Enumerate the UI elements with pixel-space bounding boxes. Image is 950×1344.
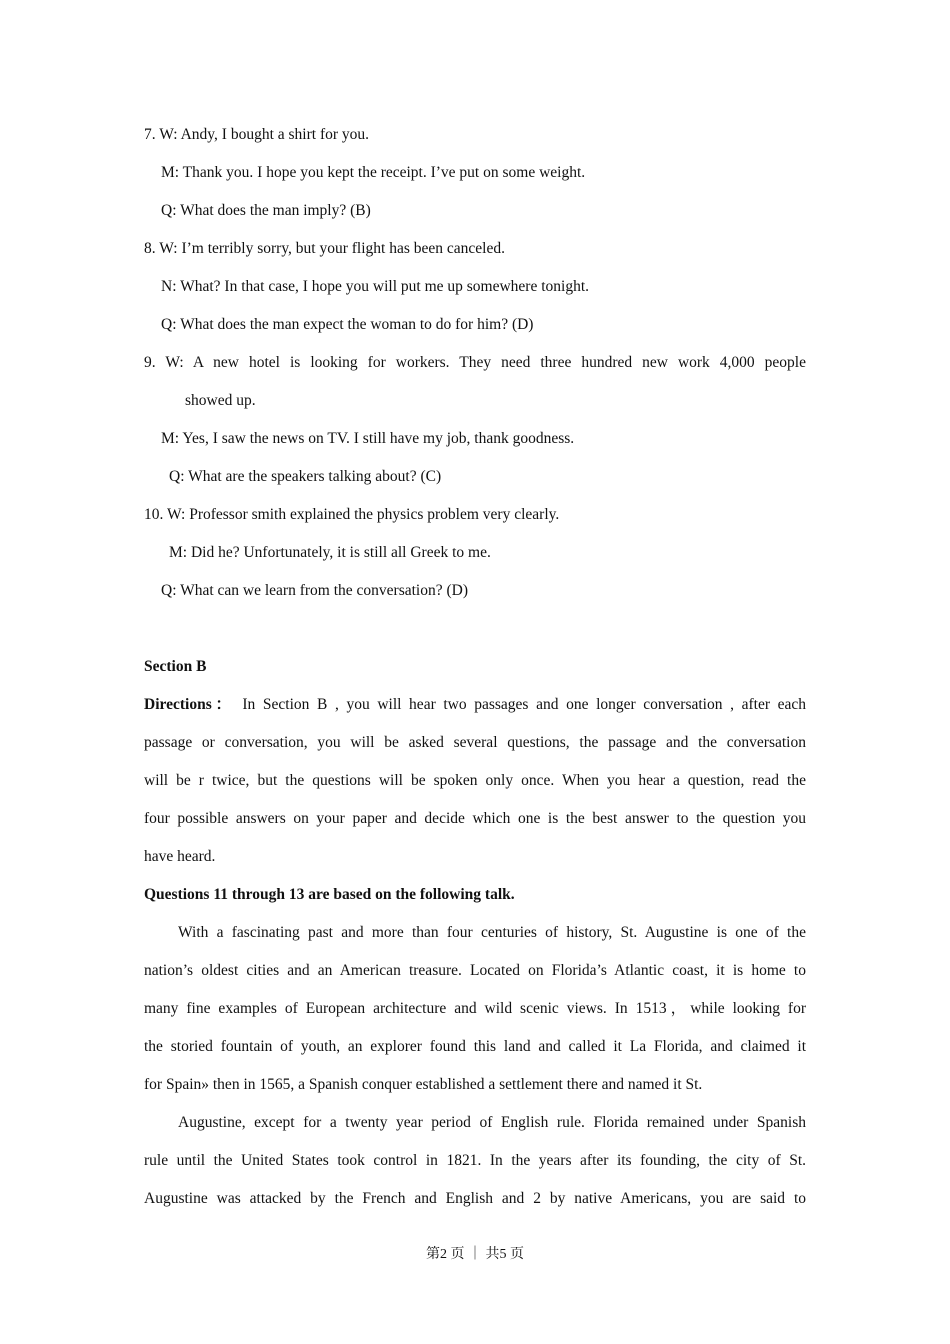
questions-heading: Questions 11 through 13 are based on the following talk.	[144, 886, 515, 903]
dialogue-10-question: Q: What can we learn from the conversation? (D)	[161, 582, 469, 599]
dialogue-9-woman-line1: 9. W: A new hotel is looking for workers. They need three hundred new work 4,000 people	[144, 354, 806, 371]
paragraph-1-line-2: nation’s oldest cities and an American treasure. Located on Florida’s Atlantic coast, it is home to	[144, 962, 806, 979]
directions-text-1: In Section B , you will hear two passages and one longer conversation , after each	[234, 696, 807, 713]
directions-label: Directions：	[144, 696, 235, 713]
dialogue-7-man: M: Thank you. I hope you kept the receipt. I’ve put on some weight.	[161, 164, 586, 181]
dialogue-8-man: N: What? In that case, I hope you will put me up somewhere tonight.	[161, 278, 590, 295]
page-footer: 第2 页 ｜ 共5 页	[426, 1247, 524, 1262]
directions-line-1	[144, 695, 806, 715]
directions-line-2: passage or conversation, you will be asked several questions, the passage and the conversation	[144, 734, 806, 751]
dialogue-9-question: Q: What are the speakers talking about? (C)	[169, 468, 442, 485]
dialogue-10-man: M: Did he? Unfortunately, it is still all Greek to me.	[169, 544, 491, 561]
dialogue-7-question: Q: What does the man imply? (B)	[161, 202, 371, 219]
paragraph-1-line-5: for Spain» then in 1565, a Spanish conquer established a settlement there and named it St.	[144, 1076, 703, 1093]
paragraph-2-line-1: Augustine, except for a twenty year period of English rule. Florida remained under Spanish	[178, 1114, 806, 1131]
dialogue-10-woman: 10. W: Professor smith explained the physics problem very clearly.	[144, 506, 560, 523]
paragraph-2-line-3: Augustine was attacked by the French and English and 2 by native Americans, you are said to	[144, 1190, 806, 1207]
paragraph-2-line-2: rule until the United States took control in 1821. In the years after its founding, the city of St.	[144, 1152, 806, 1169]
dialogue-8-question: Q: What does the man expect the woman to do for him? (D)	[161, 316, 534, 333]
section-b-heading: Section B	[144, 658, 207, 675]
directions-line-5: have heard.	[144, 848, 216, 865]
directions-line-4: four possible answers on your paper and decide which one is the best answer to the question you	[144, 810, 806, 827]
paragraph-1-line-3: many fine examples of European architecture and wild scenic views. In 1513，while looking for	[144, 1000, 806, 1017]
paragraph-1-line-4: the storied fountain of youth, an explorer found this land and called it La Florida, and claimed it	[144, 1038, 806, 1055]
dialogue-9-man: M: Yes, I saw the news on TV. I still have my job, thank goodness.	[161, 430, 575, 447]
dialogue-8-woman: 8. W: I’m terribly sorry, but your flight has been canceled.	[144, 240, 505, 257]
dialogue-9-woman-line2: showed up.	[185, 392, 256, 409]
dialogue-7-woman: 7. W: Andy, I bought a shirt for you.	[144, 126, 370, 143]
paragraph-1-line-1: With a fascinating past and more than four centuries of history, St. Augustine is one of the	[178, 924, 806, 941]
directions-line-3: will be r twice, but the questions will be spoken only once. When you hear a question, read the	[144, 772, 806, 789]
